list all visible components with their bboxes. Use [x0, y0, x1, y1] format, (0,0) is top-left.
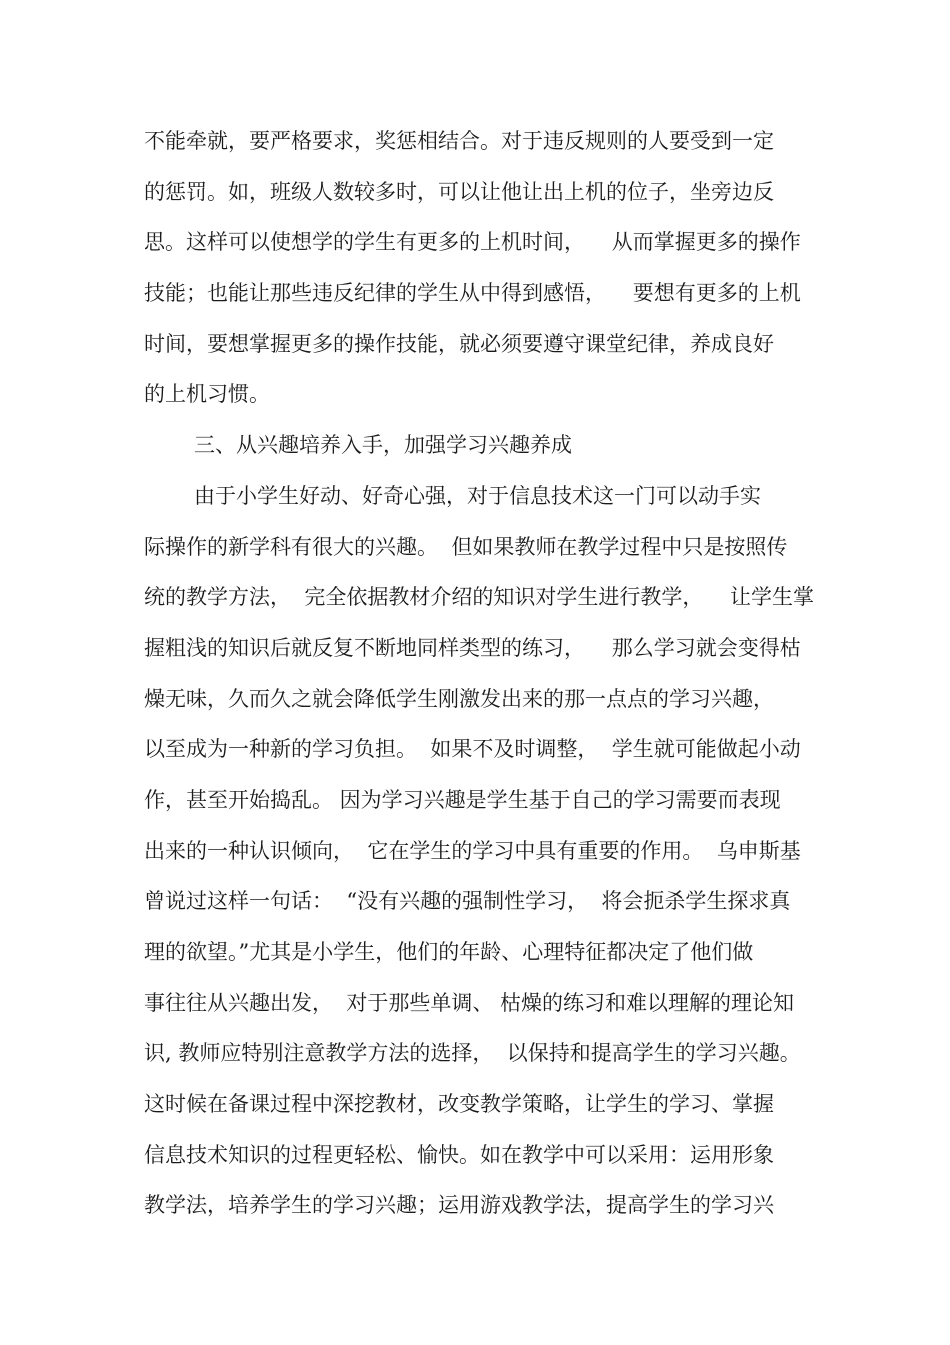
text-line: 出来的一种认识倾向， 它在学生的学习中具有重要的作用。 乌申斯基 [144, 838, 801, 863]
section-heading: 三、从兴趣培养入手，加强学习兴趣养成 [194, 433, 572, 458]
text-line: 信息技术知识的过程更轻松、愉快。如在教学中可以采用：运用形象 [144, 1142, 774, 1167]
text-line: 识, 教师应特别注意教学方法的选择， 以保持和提高学生的学习兴趣。 [144, 1041, 801, 1066]
text-line: 统的教学方法， 完全依据教材介绍的知识对学生进行教学， 让学生掌 [144, 585, 815, 610]
text-line: 事往往从兴趣出发， 对于那些单调、 枯燥的练习和难以理解的理论知 [144, 990, 795, 1015]
text-line: 作，甚至开始捣乱。 因为学习兴趣是学生基于自己的学习需要而表现 [144, 787, 781, 812]
text-line: 以至成为一种新的学习负担。 如果不及时调整， 学生就可能做起小动 [144, 737, 801, 762]
text-line: 时间，要想掌握更多的操作技能，就必须要遵守课堂纪律，养成良好 [144, 331, 774, 356]
text-line: 的上机习惯。 [144, 382, 270, 407]
text-line: 曾说过这样一句话： “没有兴趣的强制性学习， 将会扼杀学生探求真 [144, 889, 791, 914]
text-line: 教学法，培养学生的学习兴趣；运用游戏教学法，提高学生的学习兴 [144, 1193, 774, 1218]
text-line: 理的欲望。”尤其是小学生，他们的年龄、心理特征都决定了他们做 [144, 940, 754, 964]
text-line: 思。这样可以使想学的学生有更多的上机时间， 从而掌握更多的操作 [144, 230, 801, 255]
text-line: 这时候在备课过程中深挖教材，改变教学策略，让学生的学习、掌握 [144, 1092, 774, 1117]
text-line: 际操作的新学科有很大的兴趣。 但如果教师在教学过程中只是按照传 [144, 534, 788, 559]
text-line: 由于小学生好动、好奇心强，对于信息技术这一门可以动手实 [194, 483, 761, 508]
text-line: 技能；也能让那些违反纪律的学生从中得到感悟， 要想有更多的上机 [144, 281, 801, 306]
text-line: 握粗浅的知识后就反复不断地同样类型的练习， 那么学习就会变得枯 [144, 635, 801, 660]
text-line: 燥无味，久而久之就会降低学生刚激发出来的那一点点的学习兴趣， [144, 686, 774, 711]
body-text [144, 126, 814, 1241]
text-line: 的惩罚。如，班级人数较多时，可以让他让出上机的位子，坐旁边反 [144, 179, 774, 204]
text-line: 不能牵就，要严格要求，奖惩相结合。对于违反规则的人要受到一定 [144, 129, 774, 153]
